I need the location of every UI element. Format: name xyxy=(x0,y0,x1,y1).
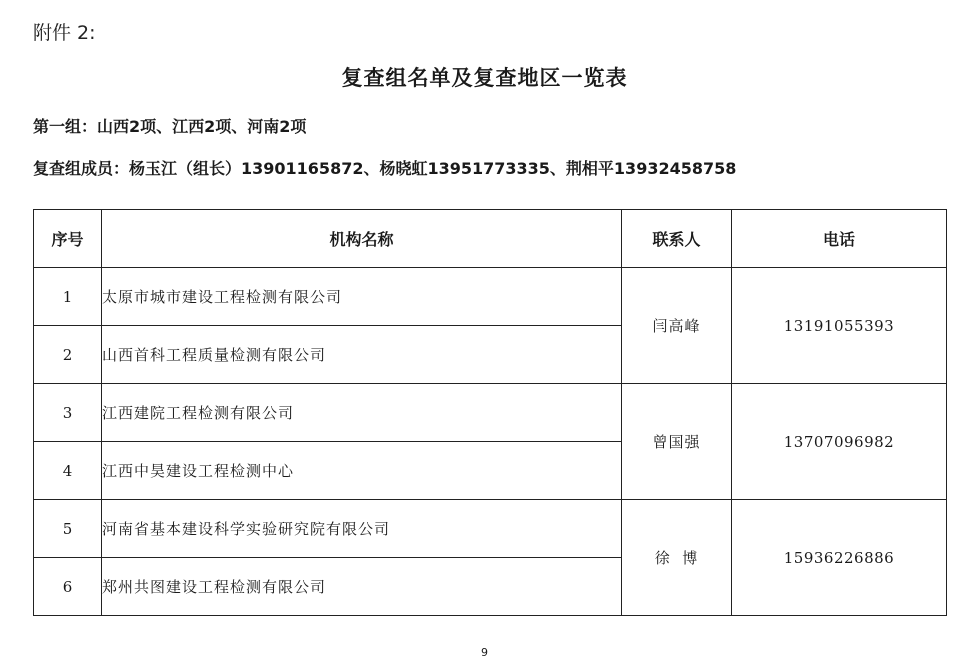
contact-person: 曾国强 xyxy=(622,384,732,500)
contact-person: 闫高峰 xyxy=(622,268,732,384)
contact-person: 徐 博 xyxy=(622,500,732,616)
page-number: 9 xyxy=(481,646,488,659)
institution-name: 山西首科工程质量检测有限公司 xyxy=(102,326,622,384)
header-contact: 联系人 xyxy=(622,210,732,268)
table-row xyxy=(34,268,947,326)
institution-name: 太原市城市建设工程检测有限公司 xyxy=(102,268,622,326)
contact-phone: 15936226886 xyxy=(732,500,947,616)
institution-table xyxy=(33,209,947,616)
institution-name: 江西中昊建设工程检测中心 xyxy=(102,442,622,500)
group-members: 复查组成员：杨玉江（组长）13901165872、杨晓虹13951773335、荆相平13932458758 xyxy=(33,159,737,178)
row-number: 2 xyxy=(34,326,102,384)
contact-phone: 13707096982 xyxy=(732,384,947,500)
row-number: 5 xyxy=(34,500,102,558)
institution-name: 江西建院工程检测有限公司 xyxy=(102,384,622,442)
header-phone: 电话 xyxy=(732,210,947,268)
attachment-label: 附件 2: xyxy=(33,22,96,44)
row-number: 3 xyxy=(34,384,102,442)
header-name: 机构名称 xyxy=(102,210,622,268)
document-title: 复查组名单及复查地区一览表 xyxy=(341,66,628,90)
table-header-row xyxy=(34,210,947,268)
contact-phone: 13191055393 xyxy=(732,268,947,384)
header-no: 序号 xyxy=(34,210,102,268)
group-summary: 第一组：山西2项、江西2项、河南2项 xyxy=(33,117,307,136)
table-row xyxy=(34,384,947,442)
institution-name: 河南省基本建设科学实验研究院有限公司 xyxy=(102,500,622,558)
row-number: 4 xyxy=(34,442,102,500)
row-number: 1 xyxy=(34,268,102,326)
table-row xyxy=(34,500,947,558)
institution-name: 郑州共图建设工程检测有限公司 xyxy=(102,558,622,616)
row-number: 6 xyxy=(34,558,102,616)
